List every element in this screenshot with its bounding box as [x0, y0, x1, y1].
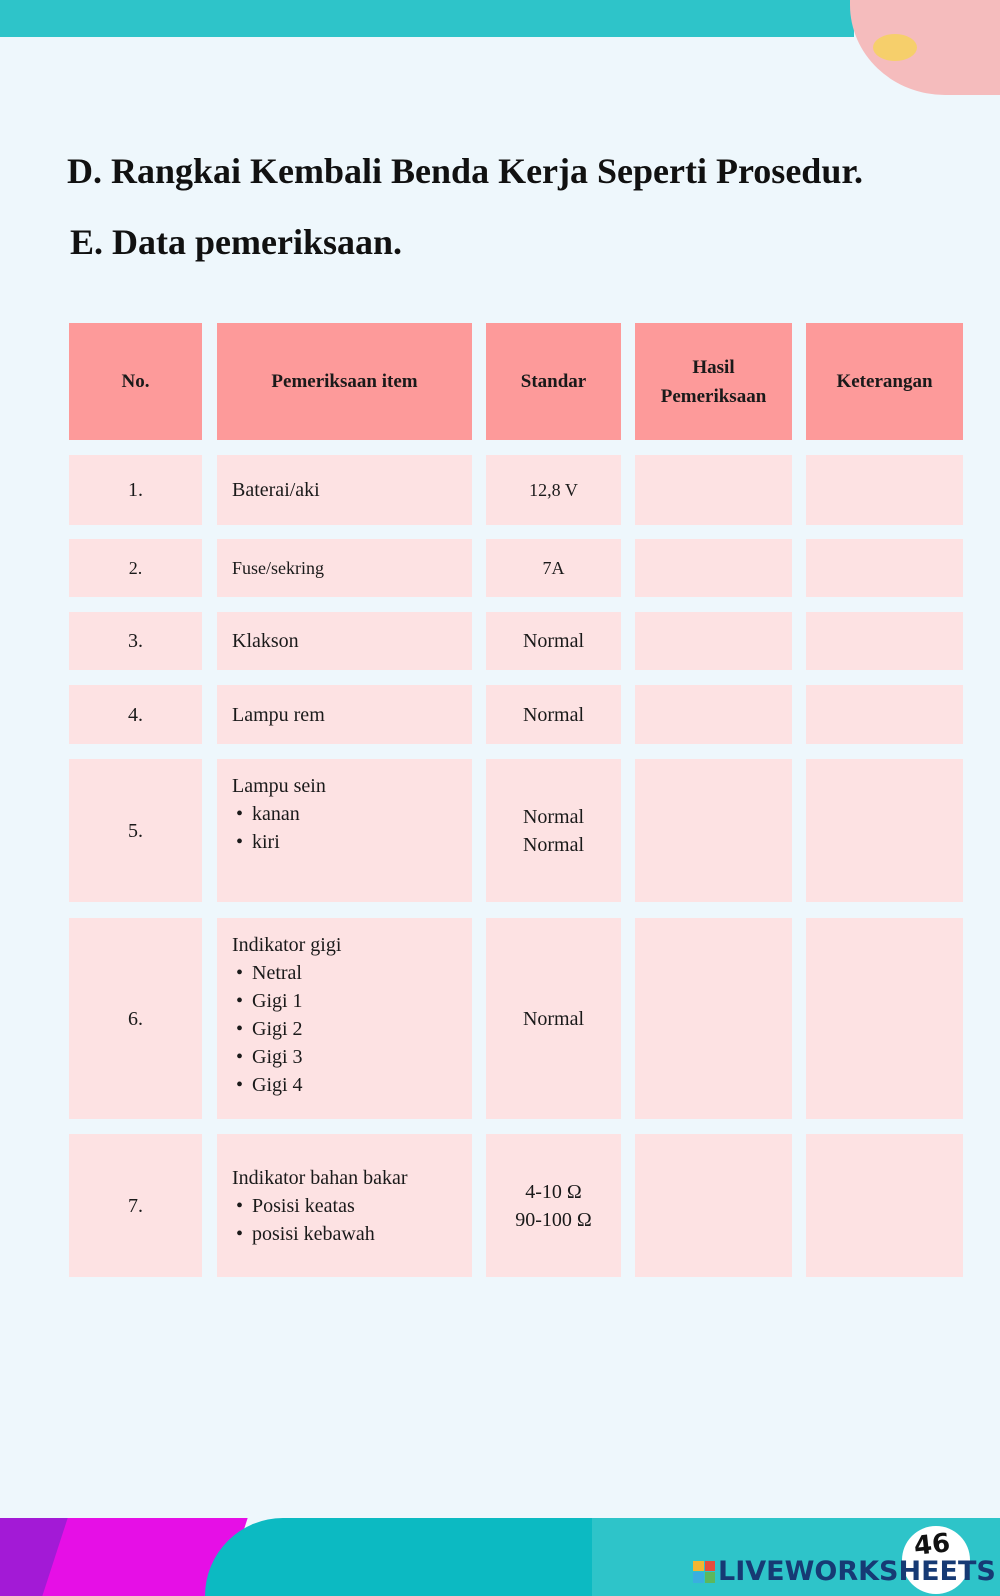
row-3-item: Klakson	[217, 612, 472, 670]
row-5-standar-kanan: Normal	[522, 805, 585, 828]
row-2-item: Fuse/sekring	[217, 539, 472, 597]
badge-square-1	[693, 1561, 704, 1572]
row-2-keterangan-input[interactable]	[806, 539, 963, 597]
header-no: No.	[69, 323, 202, 440]
row-5-standar-kiri: Normal	[522, 833, 585, 856]
row-6-keterangan-input[interactable]	[806, 918, 963, 1119]
row-4-hasil-input[interactable]	[635, 685, 792, 744]
header-standar: Standar	[486, 323, 621, 440]
row-2-standar: 7A	[486, 539, 621, 597]
list-item: • kiri	[232, 828, 326, 856]
row-3-keterangan-input[interactable]	[806, 612, 963, 670]
liveworksheets-wordmark: LIVEWORKSHEETS	[718, 1556, 996, 1587]
header-item: Pemeriksaan item	[217, 323, 472, 440]
row-6-standar: Normal	[486, 918, 621, 1119]
row-7-keterangan-input[interactable]	[806, 1134, 963, 1277]
list-item: • Gigi 3	[232, 1043, 341, 1071]
top-banner	[0, 0, 854, 37]
header-hasil	[635, 323, 792, 440]
row-7-standar-kebawah: 90-100 Ω	[515, 1208, 592, 1231]
badge-square-2	[705, 1561, 716, 1572]
list-item: • kanan	[232, 800, 326, 828]
row-7-sub-list	[232, 1192, 407, 1248]
row-5-keterangan-input[interactable]	[806, 759, 963, 902]
row-2-no: 2.	[69, 539, 202, 597]
row-1-no: 1.	[69, 455, 202, 525]
row-6-sub-list	[232, 959, 341, 1099]
row-4-keterangan-input[interactable]	[806, 685, 963, 744]
page-number: 46	[912, 1528, 952, 1562]
row-1-keterangan-input[interactable]	[806, 455, 963, 525]
row-7-hasil-input[interactable]	[635, 1134, 792, 1277]
row-1-hasil-input[interactable]	[635, 455, 792, 525]
row-1-item: Baterai/aki	[217, 455, 472, 525]
row-4-standar: Normal	[486, 685, 621, 744]
row-7-item	[217, 1134, 472, 1277]
row-7-item-label: Indikator bahan bakar	[232, 1166, 408, 1189]
row-3-standar: Normal	[486, 612, 621, 670]
list-item: • Gigi 1	[232, 987, 341, 1015]
badge-square-3	[693, 1572, 704, 1583]
row-4-item: Lampu rem	[217, 685, 472, 744]
section-heading-d: D. Rangkai Kembali Benda Kerja Seperti Prosedur.	[67, 151, 864, 191]
row-4-no: 4.	[69, 685, 202, 744]
header-hasil-line1: Hasil	[692, 356, 735, 378]
list-item: • Posisi keatas	[232, 1192, 407, 1220]
row-2-hasil-input[interactable]	[635, 539, 792, 597]
liveworksheets-logo[interactable]	[693, 1556, 996, 1587]
banner-stripe-teal	[205, 1518, 605, 1596]
corner-dot-decoration	[873, 34, 917, 61]
row-5-no: 5.	[69, 759, 202, 902]
header-hasil-line2: Pemeriksaan	[660, 385, 767, 407]
row-6-item-label: Indikator gigi	[232, 934, 342, 956]
liveworksheets-badge-icon	[693, 1561, 715, 1583]
list-item: • Gigi 4	[232, 1071, 341, 1099]
row-6-item	[217, 918, 472, 1119]
header-keterangan: Keterangan	[806, 323, 963, 440]
row-5-item-label: Lampu sein	[232, 775, 326, 797]
row-7-no: 7.	[69, 1134, 202, 1277]
section-heading-e: E. Data pemeriksaan.	[70, 222, 402, 262]
row-3-no: 3.	[69, 612, 202, 670]
badge-square-4	[705, 1572, 716, 1583]
list-item: • posisi kebawah	[232, 1220, 407, 1248]
row-5-hasil-input[interactable]	[635, 759, 792, 902]
row-7-standar	[486, 1134, 621, 1277]
row-6-no: 6.	[69, 918, 202, 1119]
row-5-standar	[486, 759, 621, 902]
list-item: • Gigi 2	[232, 1015, 341, 1043]
row-1-standar: 12,8 V	[486, 455, 621, 525]
row-7-standar-keatas: 4-10 Ω	[525, 1180, 582, 1203]
list-item: • Netral	[232, 959, 341, 987]
row-6-hasil-input[interactable]	[635, 918, 792, 1119]
row-3-hasil-input[interactable]	[635, 612, 792, 670]
row-5-sub-list	[232, 800, 326, 856]
row-5-item	[217, 759, 472, 902]
